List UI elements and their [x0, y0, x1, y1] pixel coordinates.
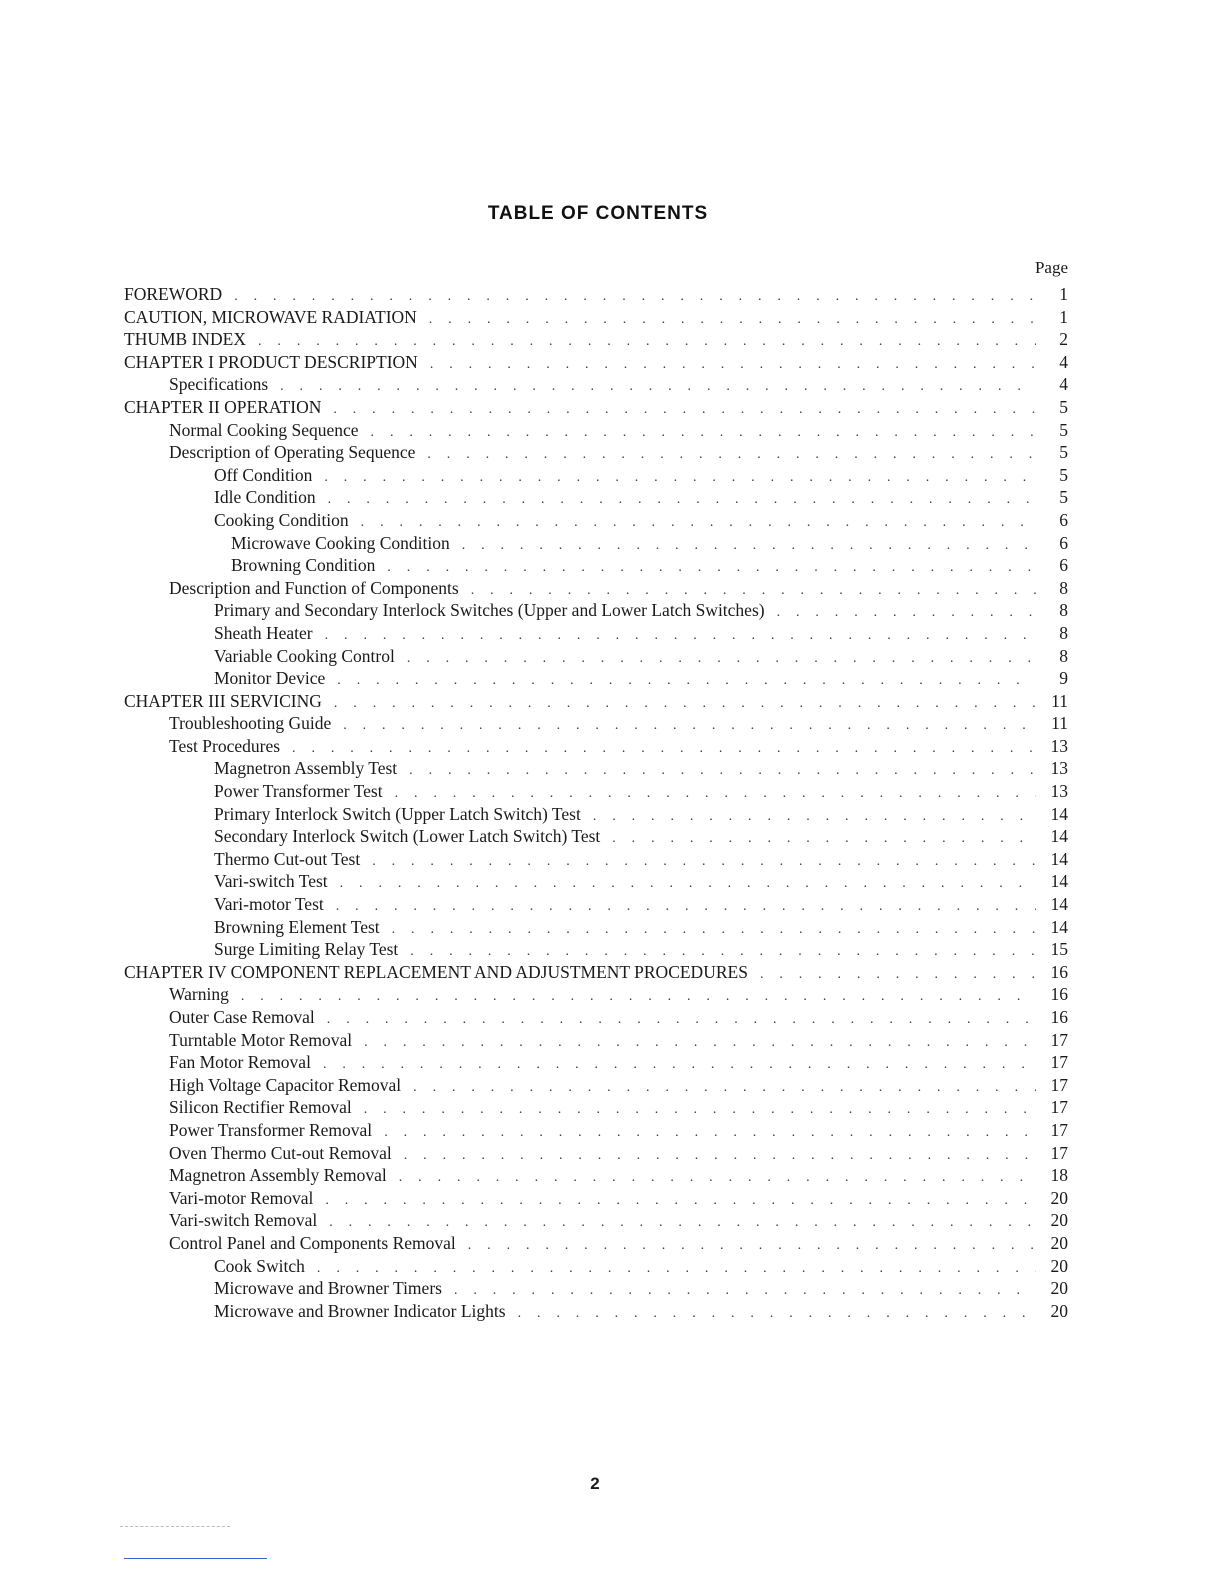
- dot-leader: [336, 896, 1036, 919]
- toc-entry: [124, 306, 1068, 329]
- dot-leader: [340, 873, 1036, 896]
- dot-leader: [361, 512, 1036, 535]
- toc-entry-label: Description of Operating Sequence: [169, 442, 416, 463]
- toc-entry-label: Primary Interlock Switch (Upper Latch Switch) Test: [214, 803, 581, 824]
- dot-leader: [364, 1032, 1036, 1055]
- toc-entry-page: 14: [1050, 803, 1068, 824]
- toc-entry-page: 5: [1059, 464, 1068, 485]
- toc-entry: [124, 1232, 1068, 1255]
- dot-leader: [430, 354, 1036, 377]
- toc-entry-label: CHAPTER IV COMPONENT REPLACEMENT AND ADJUSTMENT PROCEDURES: [124, 961, 748, 982]
- dot-leader: [399, 1167, 1036, 1190]
- toc-entry-page: 20: [1050, 1278, 1068, 1299]
- toc-entry: [124, 441, 1068, 464]
- dot-leader: [324, 467, 1036, 490]
- dot-leader: [337, 670, 1036, 693]
- toc-entry-label: High Voltage Capacitor Removal: [169, 1074, 402, 1095]
- toc-entry: [124, 1029, 1068, 1052]
- toc-entry-label: Power Transformer Test: [214, 781, 383, 802]
- toc-entry-label: CHAPTER II OPERATION: [124, 396, 322, 417]
- toc-entry-page: 20: [1050, 1300, 1068, 1321]
- toc-entry-label: Sheath Heater: [214, 622, 313, 643]
- toc-entry-page: 17: [1050, 1029, 1068, 1050]
- toc-entry: [124, 283, 1068, 306]
- toc-entry-page: 17: [1050, 1097, 1068, 1118]
- toc-entry-page: 13: [1050, 781, 1068, 802]
- dot-leader: [468, 1235, 1036, 1258]
- toc-entry-label: Outer Case Removal: [169, 1007, 315, 1027]
- toc-entry-page: 15: [1050, 939, 1068, 960]
- toc-entry-label: THUMB INDEX: [124, 329, 247, 350]
- toc-entry: [124, 328, 1068, 351]
- toc-entry-label: Specifications: [169, 374, 269, 395]
- toc-entry-page: 14: [1050, 894, 1068, 915]
- toc-entry-page: 14: [1050, 871, 1068, 892]
- toc-entry: [124, 396, 1068, 419]
- toc-entry-label: Cooking Condition: [214, 509, 349, 530]
- toc-entry-label: Cook Switch: [214, 1255, 305, 1276]
- toc-entry: [124, 961, 1068, 984]
- footer-rule: [124, 1558, 267, 1559]
- toc-entry-label: Control Panel and Components Removal: [169, 1232, 456, 1253]
- dot-leader: [371, 422, 1036, 445]
- toc-entry-page: 4: [1059, 351, 1068, 372]
- dot-leader: [323, 1054, 1036, 1077]
- toc-entry-label: Variable Cooking Control: [214, 645, 395, 666]
- toc-entry-label: FOREWORD: [124, 284, 223, 304]
- table-of-contents: [124, 283, 1068, 1322]
- toc-entry-label: Thermo Cut-out Test: [214, 848, 361, 869]
- dot-leader: [372, 851, 1036, 874]
- toc-entry: [124, 1006, 1068, 1029]
- toc-entry-label: Off Condition: [214, 464, 313, 485]
- toc-entry-page: 16: [1050, 984, 1068, 1005]
- dot-leader: [292, 738, 1036, 761]
- scan-artifact-line: [120, 1526, 230, 1528]
- toc-entry-page: 17: [1050, 1142, 1068, 1163]
- toc-entry: [124, 645, 1068, 668]
- toc-entry-label: Microwave and Browner Timers: [214, 1278, 442, 1299]
- toc-entry: [124, 1142, 1068, 1165]
- document-title: TABLE OF CONTENTS: [487, 203, 709, 224]
- toc-entry-page: 16: [1050, 961, 1068, 982]
- dot-leader: [334, 693, 1036, 716]
- toc-entry-page: 11: [1051, 713, 1068, 734]
- toc-entry: [124, 757, 1068, 780]
- dot-leader: [387, 557, 1036, 580]
- dot-leader: [427, 444, 1036, 467]
- toc-entry: [124, 554, 1068, 577]
- toc-entry-label: Surge Limiting Relay Test: [214, 939, 399, 960]
- toc-entry-label: CAUTION, MICROWAVE RADIATION: [124, 306, 417, 327]
- toc-entry-page: 20: [1050, 1255, 1068, 1276]
- dot-leader: [364, 1099, 1036, 1122]
- toc-entry: [124, 870, 1068, 893]
- toc-entry-label: Fan Motor Removal: [169, 1052, 311, 1073]
- toc-entry: [124, 1164, 1068, 1187]
- toc-entry-page: 8: [1059, 577, 1068, 598]
- toc-entry: [124, 803, 1068, 826]
- toc-entry: [124, 509, 1068, 532]
- toc-entry: [124, 532, 1068, 555]
- toc-entry-page: 14: [1050, 916, 1068, 937]
- toc-entry-page: 14: [1050, 826, 1068, 847]
- toc-entry: [124, 622, 1068, 645]
- toc-entry: [124, 373, 1068, 396]
- toc-entry: [124, 1255, 1068, 1278]
- dot-leader: [409, 760, 1036, 783]
- toc-entry-label: Secondary Interlock Switch (Lower Latch Switch) Test: [214, 826, 601, 847]
- dot-leader: [407, 648, 1036, 671]
- dot-leader: [333, 399, 1036, 422]
- toc-entry-page: 4: [1059, 374, 1068, 395]
- toc-entry-label: Microwave Cooking Condition: [231, 532, 450, 553]
- toc-entry-label: Description and Function of Components: [169, 577, 459, 598]
- toc-entry-label: Primary and Secondary Interlock Switches (Upper and Lower Latch Switches): [214, 600, 765, 621]
- toc-entry: [124, 1300, 1068, 1323]
- toc-entry: [124, 1096, 1068, 1119]
- toc-entry-page: 20: [1050, 1210, 1068, 1231]
- page-number: 2: [590, 1474, 600, 1493]
- toc-entry: [124, 667, 1068, 690]
- dot-leader: [241, 986, 1036, 1009]
- dot-leader: [518, 1303, 1036, 1326]
- toc-entry-label: Browning Element Test: [214, 916, 380, 937]
- toc-entry-page: 17: [1050, 1119, 1068, 1140]
- dot-leader: [384, 1122, 1036, 1145]
- toc-entry: [124, 916, 1068, 939]
- toc-entry-page: 8: [1059, 600, 1068, 621]
- toc-entry: [124, 419, 1068, 442]
- toc-entry-label: Magnetron Assembly Test: [214, 758, 398, 779]
- toc-entry: [124, 486, 1068, 509]
- toc-entry: [124, 1051, 1068, 1074]
- toc-entry-label: Vari-motor Removal: [169, 1187, 314, 1208]
- toc-entry: [124, 938, 1068, 961]
- toc-entry-label: CHAPTER III SERVICING: [124, 690, 322, 711]
- toc-entry: [124, 848, 1068, 871]
- toc-entry-label: Warning: [169, 984, 229, 1005]
- toc-entry-label: Vari-switch Test: [214, 871, 328, 892]
- toc-entry-label: Magnetron Assembly Removal: [169, 1165, 387, 1186]
- page-column-header: Page: [1034, 258, 1068, 277]
- toc-entry-page: 5: [1059, 419, 1068, 440]
- toc-entry-label: Vari-switch Removal: [169, 1210, 318, 1231]
- toc-entry-page: 17: [1050, 1052, 1068, 1073]
- toc-entry: [124, 690, 1068, 713]
- toc-entry-label: Troubleshooting Guide: [169, 713, 332, 734]
- dot-leader: [593, 806, 1036, 829]
- dot-leader: [462, 535, 1036, 558]
- toc-entry-page: 20: [1050, 1232, 1068, 1253]
- toc-entry-page: 18: [1050, 1165, 1068, 1186]
- dot-leader: [413, 1077, 1036, 1100]
- toc-entry: [124, 351, 1068, 374]
- toc-entry-label: Monitor Device: [214, 668, 326, 689]
- dot-leader: [343, 715, 1036, 738]
- toc-entry-label: Microwave and Browner Indicator Lights: [214, 1300, 506, 1321]
- toc-entry-page: 11: [1051, 690, 1068, 711]
- toc-entry: [124, 577, 1068, 600]
- dot-leader: [454, 1280, 1036, 1303]
- dot-leader: [760, 964, 1036, 987]
- toc-entry-label: Turntable Motor Removal: [169, 1029, 353, 1050]
- toc-entry: [124, 1277, 1068, 1300]
- dot-leader: [777, 602, 1036, 625]
- toc-entry-page: 6: [1059, 532, 1068, 553]
- toc-entry-page: 1: [1059, 306, 1068, 327]
- toc-entry-label: Oven Thermo Cut-out Removal: [169, 1142, 392, 1163]
- toc-entry: [124, 712, 1068, 735]
- toc-entry: [124, 1119, 1068, 1142]
- toc-entry-label: Power Transformer Removal: [169, 1119, 373, 1140]
- toc-entry-label: Normal Cooking Sequence: [169, 419, 359, 440]
- toc-entry: [124, 780, 1068, 803]
- toc-entry-page: 13: [1050, 758, 1068, 779]
- toc-entry: [124, 599, 1068, 622]
- dot-leader: [328, 489, 1036, 512]
- dot-leader: [327, 1009, 1036, 1032]
- toc-entry-page: 5: [1059, 396, 1068, 417]
- toc-entry-page: 16: [1050, 1007, 1068, 1027]
- dot-leader: [392, 919, 1036, 942]
- toc-entry-page: 6: [1059, 555, 1068, 576]
- toc-entry: [124, 735, 1068, 758]
- toc-entry-page: 2: [1059, 329, 1068, 350]
- toc-entry-page: 1: [1059, 284, 1068, 304]
- dot-leader: [612, 828, 1036, 851]
- toc-entry-page: 14: [1050, 848, 1068, 869]
- toc-entry-page: 8: [1059, 645, 1068, 666]
- toc-entry-page: 6: [1059, 509, 1068, 530]
- toc-entry-label: Idle Condition: [214, 487, 316, 508]
- toc-entry: [124, 983, 1068, 1006]
- dot-leader: [325, 1190, 1036, 1213]
- toc-entry-page: 9: [1059, 668, 1068, 689]
- toc-entry-label: CHAPTER I PRODUCT DESCRIPTION: [124, 351, 418, 372]
- toc-entry-label: Vari-motor Test: [214, 894, 324, 915]
- toc-entry-page: 17: [1050, 1074, 1068, 1095]
- dot-leader: [404, 1145, 1036, 1168]
- toc-entry-page: 8: [1059, 622, 1068, 643]
- dot-leader: [429, 309, 1036, 332]
- toc-entry: [124, 1209, 1068, 1232]
- toc-entry-page: 5: [1059, 442, 1068, 463]
- toc-entry: [124, 825, 1068, 848]
- toc-entry: [124, 464, 1068, 487]
- toc-entry-label: Test Procedures: [169, 735, 281, 756]
- dot-leader: [280, 376, 1036, 399]
- dot-leader: [325, 625, 1036, 648]
- toc-entry-page: 5: [1059, 487, 1068, 508]
- toc-entry-page: 20: [1050, 1187, 1068, 1208]
- toc-entry: [124, 893, 1068, 916]
- toc-entry-label: Silicon Rectifier Removal: [169, 1097, 352, 1118]
- toc-entry: [124, 1074, 1068, 1097]
- toc-entry-label: Browning Condition: [231, 555, 376, 576]
- toc-entry-page: 13: [1050, 735, 1068, 756]
- toc-entry: [124, 1187, 1068, 1210]
